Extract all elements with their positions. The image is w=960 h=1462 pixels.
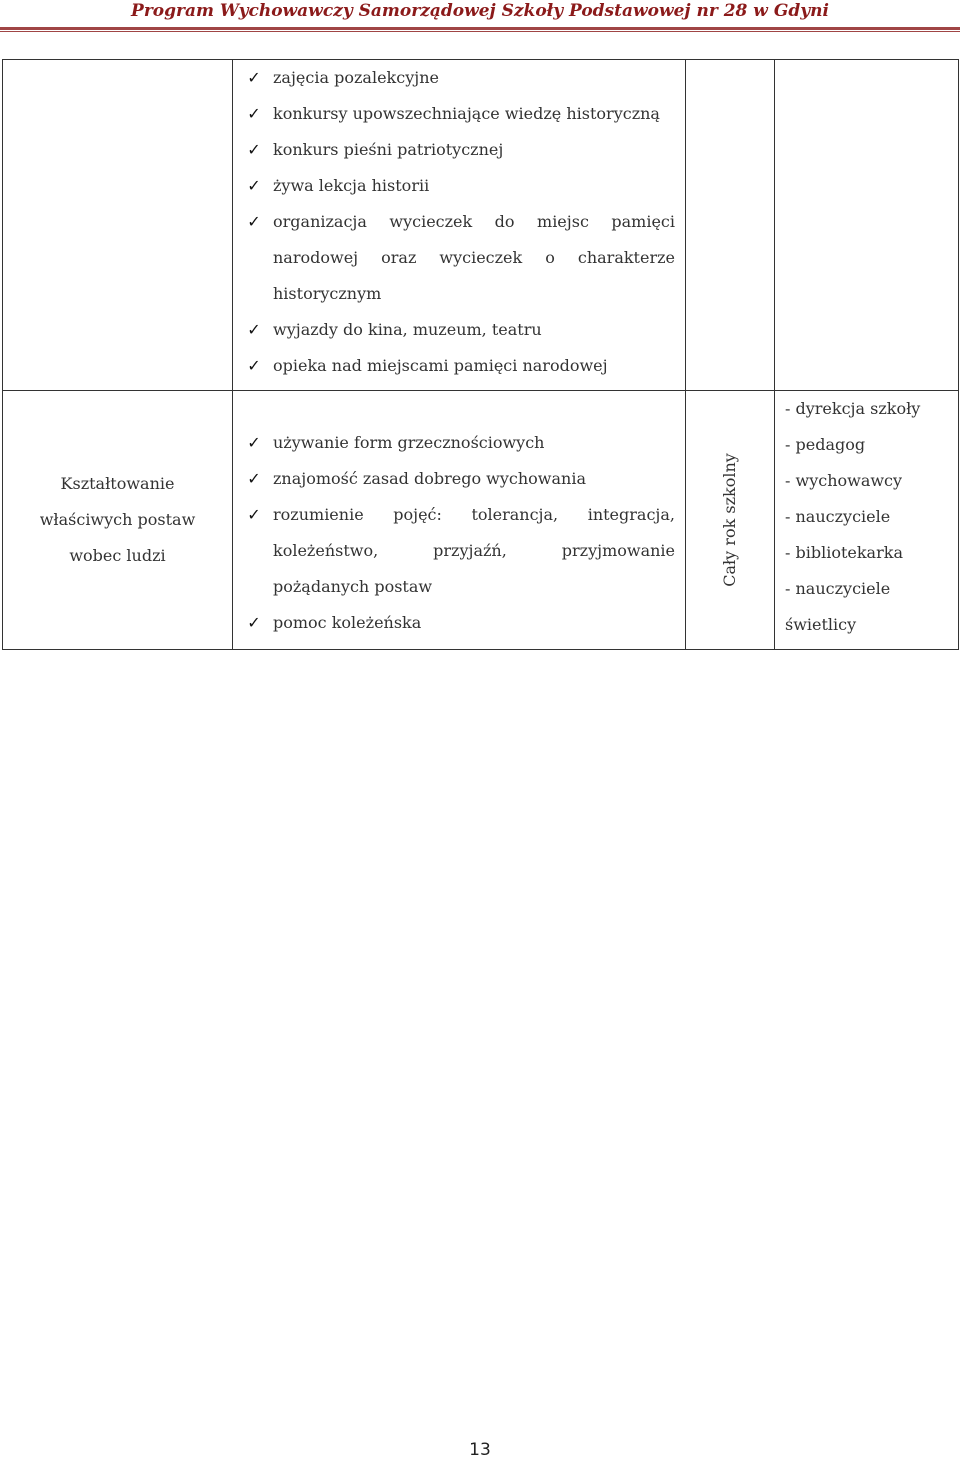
program-table	[2, 59, 959, 650]
checkmark-icon: ✓	[247, 212, 261, 231]
checkmark-icon: ✓	[247, 356, 261, 375]
area-label-line: Kształtowanie	[60, 474, 175, 493]
checkmark-icon: ✓	[247, 176, 261, 195]
checkmark-icon: ✓	[247, 320, 261, 339]
page-number: 13	[469, 1440, 491, 1460]
responsible-cell	[775, 60, 959, 391]
checkmark-icon: ✓	[247, 433, 261, 452]
area-label-line: wobec ludzi	[69, 546, 166, 565]
checkmark-icon: ✓	[247, 68, 261, 87]
list-item: ✓ pomoc koleżeńska	[245, 605, 675, 641]
task-list	[233, 391, 685, 641]
list-item: ✓ rozumienie pojęć: tolerancja, integracja, koleżeństwo, przyjaźń, przyjmowanie pożądanych postaw	[245, 497, 675, 605]
area-cell	[3, 391, 233, 650]
time-label: Cały rok szkolny	[720, 453, 739, 587]
table-row	[3, 391, 959, 650]
tasks-cell	[233, 60, 686, 391]
task-list	[233, 60, 685, 384]
list-item: - pedagog	[785, 435, 866, 454]
list-item: ✓ używanie form grzecznościowych	[245, 425, 675, 461]
list-item: ✓ znajomość zasad dobrego wychowania	[245, 461, 675, 497]
list-item: ✓ wyjazdy do kina, muzeum, teatru	[245, 312, 675, 348]
area-cell	[3, 60, 233, 391]
document-header: Program Wychowawczy Samorządowej Szkoły Podstawowej nr 28 w Gdyni	[131, 1, 829, 21]
header-rule-thin	[0, 31, 960, 32]
list-item: - bibliotekarka	[785, 543, 903, 562]
list-item: ✓ zajęcia pozalekcyjne	[245, 60, 675, 96]
list-item: - dyrekcja szkoły	[785, 399, 921, 418]
checkmark-icon: ✓	[247, 140, 261, 159]
checkmark-icon: ✓	[247, 505, 261, 524]
area-label-line: właściwych postaw	[39, 510, 196, 529]
table-row	[3, 60, 959, 391]
tasks-cell	[233, 391, 686, 650]
list-item: ✓ opieka nad miejscami pamięci narodowej	[245, 348, 675, 384]
checkmark-icon: ✓	[247, 104, 261, 123]
list-item: ✓ konkursy upowszechniające wiedzę historyczną	[245, 96, 675, 132]
time-cell	[686, 391, 775, 650]
checkmark-icon: ✓	[247, 469, 261, 488]
list-item: ✓ konkurs pieśni patriotycznej	[245, 132, 675, 168]
list-item: - nauczyciele	[785, 507, 891, 526]
list-item: - wychowawcy	[785, 471, 903, 490]
list-item: ✓ organizacja wycieczek do miejsc pamięci narodowej oraz wycieczek o charakterze historycznym	[245, 204, 675, 312]
list-item: ✓ żywa lekcja historii	[245, 168, 675, 204]
list-item: - nauczyciele świetlicy	[785, 579, 891, 634]
header-rule	[0, 27, 960, 30]
time-cell	[686, 60, 775, 391]
responsible-cell	[775, 391, 959, 650]
responsible-list	[775, 391, 958, 643]
checkmark-icon: ✓	[247, 613, 261, 632]
